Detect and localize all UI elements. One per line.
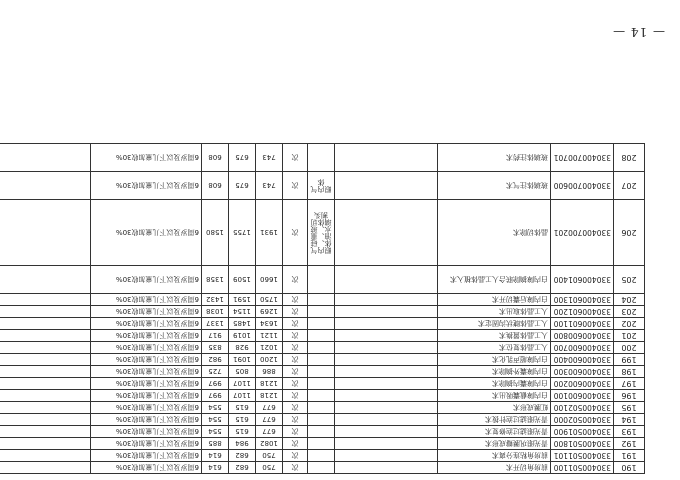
pricing-unit: 次 — [283, 144, 308, 172]
price-table — [0, 143, 645, 474]
pricing-unit: 次 — [283, 438, 308, 450]
price-level-3: 608 — [202, 172, 229, 200]
price-level-3: 554 — [202, 402, 229, 414]
pricing-unit: 次 — [283, 402, 308, 414]
price-level-3: 1580 — [202, 200, 229, 266]
excluded-items — [308, 266, 335, 294]
item-name: 白内障囊内摘除术 — [438, 378, 551, 390]
row-number: 199 — [614, 354, 645, 366]
blank-cell — [0, 200, 91, 266]
price-level-1: 1200 — [256, 354, 283, 366]
price-level-1: 743 — [256, 172, 283, 200]
item-code: 330400600200 — [551, 378, 614, 390]
item-content — [335, 414, 438, 426]
blank-cell — [0, 402, 91, 414]
price-level-1: 1931 — [256, 200, 283, 266]
row-number: 196 — [614, 390, 645, 402]
item-name: 虹膜成形术 — [438, 402, 551, 414]
row-number: 197 — [614, 378, 645, 390]
item-content — [335, 294, 438, 306]
pricing-unit: 次 — [283, 330, 308, 342]
price-level-1: 750 — [256, 462, 283, 474]
item-name: 人工晶体取出术 — [438, 306, 551, 318]
excluded-items — [308, 306, 335, 318]
excluded-items — [308, 378, 335, 390]
item-code: 330400700600 — [551, 172, 614, 200]
row-number: 190 — [614, 462, 645, 474]
pricing-unit: 次 — [283, 450, 308, 462]
blank-cell — [0, 306, 91, 318]
price-level-3: 554 — [202, 426, 229, 438]
row-number: 207 — [614, 172, 645, 200]
price-level-3: 917 — [202, 330, 229, 342]
price-level-3: 614 — [202, 462, 229, 474]
row-number: 194 — [614, 414, 645, 426]
excluded-items — [308, 450, 335, 462]
item-code: 330400600400 — [551, 354, 614, 366]
item-code: 330400600300 — [551, 366, 614, 378]
price-level-2: 1107 — [229, 390, 256, 402]
item-code: 330400700701 — [551, 144, 614, 172]
excluded-items — [308, 366, 335, 378]
blank-cell — [0, 426, 91, 438]
item-code: 330400502100 — [551, 402, 614, 414]
pricing-unit: 次 — [283, 342, 308, 354]
table-row — [0, 366, 645, 378]
price-level-1: 750 — [256, 450, 283, 462]
remarks: 6周岁及以下儿童加收30% — [91, 438, 202, 450]
pricing-unit: 次 — [283, 200, 308, 266]
table-row — [0, 306, 645, 318]
table-row — [0, 402, 645, 414]
item-code: 330400700201 — [551, 200, 614, 266]
price-level-1: 677 — [256, 402, 283, 414]
item-code: 330400600700 — [551, 342, 614, 354]
page-number: — 14 — — [612, 25, 665, 39]
excluded-items — [308, 462, 335, 474]
item-content — [335, 366, 438, 378]
blank-cell — [0, 172, 91, 200]
pricing-unit: 次 — [283, 462, 308, 474]
price-level-2: 682 — [229, 462, 256, 474]
excluded-items: 眼内气体 — [308, 172, 335, 200]
price-level-1: 743 — [256, 144, 283, 172]
item-name: 人工晶体置换术 — [438, 330, 551, 342]
price-level-1: 1269 — [256, 306, 283, 318]
price-level-3: 997 — [202, 378, 229, 390]
blank-cell — [0, 450, 91, 462]
item-code: 330400600800 — [551, 330, 614, 342]
item-name: 青光眼滤过泡修复术 — [438, 426, 551, 438]
excluded-items — [308, 426, 335, 438]
price-level-1: 1634 — [256, 318, 283, 330]
pricing-unit: 次 — [283, 318, 308, 330]
pricing-unit: 次 — [283, 378, 308, 390]
price-level-2: 675 — [229, 172, 256, 200]
item-name: 白内障后囊切开术 — [438, 294, 551, 306]
blank-cell — [0, 330, 91, 342]
pricing-unit: 次 — [283, 266, 308, 294]
item-name: 白内障摘除联合人工晶体植入术 — [438, 266, 551, 294]
row-number: 203 — [614, 306, 645, 318]
remarks: 6周岁及以下儿童加收30% — [91, 414, 202, 426]
price-level-2: 1154 — [229, 306, 256, 318]
table-row — [0, 342, 645, 354]
item-name: 晶体切除术 — [438, 200, 551, 266]
price-level-3: 725 — [202, 366, 229, 378]
price-level-1: 1121 — [256, 330, 283, 342]
pricing-unit: 次 — [283, 172, 308, 200]
row-number: 193 — [614, 426, 645, 438]
price-level-2: 1091 — [229, 354, 256, 366]
remarks: 6周岁及以下儿童加收30% — [91, 462, 202, 474]
item-content — [335, 342, 438, 354]
price-level-1: 1750 — [256, 294, 283, 306]
item-content — [335, 306, 438, 318]
price-level-3: 835 — [202, 342, 229, 354]
row-number: 195 — [614, 402, 645, 414]
item-name: 玻璃体注药术 — [438, 144, 551, 172]
item-code: 330400501100 — [551, 462, 614, 474]
price-level-2: 675 — [229, 144, 256, 172]
excluded-items — [308, 342, 335, 354]
price-level-2: 1591 — [229, 294, 256, 306]
item-content — [335, 438, 438, 450]
table-row — [0, 354, 645, 366]
price-level-1: 677 — [256, 414, 283, 426]
excluded-items: 眼内气体、硅油、重水、玻璃体切割头 — [308, 200, 335, 266]
price-level-3: 1432 — [202, 294, 229, 306]
price-level-2: 984 — [229, 438, 256, 450]
price-level-3: 1337 — [202, 318, 229, 330]
blank-cell — [0, 438, 91, 450]
item-code: 330400601100 — [551, 318, 614, 330]
remarks: 6周岁及以下儿童加收30% — [91, 450, 202, 462]
remarks: 6周岁及以下儿童加收30% — [91, 306, 202, 318]
excluded-items — [308, 144, 335, 172]
price-level-3: 1038 — [202, 306, 229, 318]
price-level-2: 615 — [229, 402, 256, 414]
pricing-unit: 次 — [283, 390, 308, 402]
row-number: 206 — [614, 200, 645, 266]
price-level-3: 997 — [202, 390, 229, 402]
table-row — [0, 144, 645, 172]
pricing-unit: 次 — [283, 366, 308, 378]
price-level-2: 1019 — [229, 330, 256, 342]
remarks: 6周岁及以下儿童加收30% — [91, 266, 202, 294]
excluded-items — [308, 294, 335, 306]
price-level-3: 982 — [202, 354, 229, 366]
blank-cell — [0, 354, 91, 366]
price-level-1: 677 — [256, 426, 283, 438]
pricing-unit: 次 — [283, 294, 308, 306]
item-name: 人工晶体睫状沟固定术 — [438, 318, 551, 330]
table-row — [0, 318, 645, 330]
pricing-unit: 次 — [283, 306, 308, 318]
table-row — [0, 390, 645, 402]
row-number: 201 — [614, 330, 645, 342]
table-row — [0, 294, 645, 306]
remarks: 6周岁及以下儿童加收30% — [91, 342, 202, 354]
price-level-2: 1755 — [229, 200, 256, 266]
table-row — [0, 330, 645, 342]
price-level-2: 682 — [229, 450, 256, 462]
excluded-items — [308, 318, 335, 330]
table-row — [0, 450, 645, 462]
table-row — [0, 266, 645, 294]
blank-cell — [0, 414, 91, 426]
excluded-items — [308, 402, 335, 414]
remarks: 6周岁及以下儿童加收30% — [91, 402, 202, 414]
price-level-1: 1218 — [256, 378, 283, 390]
item-content — [335, 426, 438, 438]
item-code: 330400600100 — [551, 390, 614, 402]
price-level-3: 608 — [202, 144, 229, 172]
remarks: 6周岁及以下儿童加收30% — [91, 378, 202, 390]
price-level-1: 886 — [256, 366, 283, 378]
blank-cell — [0, 342, 91, 354]
price-level-3: 614 — [202, 450, 229, 462]
price-level-2: 615 — [229, 426, 256, 438]
pricing-unit: 次 — [283, 426, 308, 438]
item-code: 330400502000 — [551, 414, 614, 426]
item-content — [335, 402, 438, 414]
row-number: 191 — [614, 450, 645, 462]
item-code: 330400601200 — [551, 306, 614, 318]
excluded-items — [308, 438, 335, 450]
row-number: 200 — [614, 342, 645, 354]
row-number: 198 — [614, 366, 645, 378]
item-name: 玻璃体注气术 — [438, 172, 551, 200]
item-name: 前房角切开术 — [438, 462, 551, 474]
table-row — [0, 426, 645, 438]
remarks: 6周岁及以下儿童加收30% — [91, 172, 202, 200]
remarks: 6周岁及以下儿童加收30% — [91, 366, 202, 378]
table-row — [0, 200, 645, 266]
row-number: 192 — [614, 438, 645, 450]
price-level-2: 615 — [229, 414, 256, 426]
blank-cell — [0, 390, 91, 402]
blank-cell — [0, 144, 91, 172]
item-code: 330400601300 — [551, 294, 614, 306]
blank-cell — [0, 266, 91, 294]
remarks: 6周岁及以下儿童加收30% — [91, 426, 202, 438]
item-name: 白内障超声乳化术 — [438, 354, 551, 366]
row-number: 208 — [614, 144, 645, 172]
remarks: 6周岁及以下儿童加收30% — [91, 354, 202, 366]
excluded-items — [308, 330, 335, 342]
price-level-1: 1021 — [256, 342, 283, 354]
item-code: 330400601400 — [551, 266, 614, 294]
price-level-3: 1358 — [202, 266, 229, 294]
item-content — [335, 144, 438, 172]
item-content — [335, 318, 438, 330]
item-content — [335, 378, 438, 390]
excluded-items — [308, 414, 335, 426]
remarks: 6周岁及以下儿童加收30% — [91, 390, 202, 402]
blank-cell — [0, 294, 91, 306]
table-row — [0, 378, 645, 390]
item-name: 青光眼滤过泡针拨术 — [438, 414, 551, 426]
table-row — [0, 172, 645, 200]
price-level-2: 1485 — [229, 318, 256, 330]
remarks: 6周岁及以下儿童加收30% — [91, 330, 202, 342]
item-name: 白内障截囊吸出术 — [438, 390, 551, 402]
item-content — [335, 390, 438, 402]
item-content — [335, 266, 438, 294]
row-number: 202 — [614, 318, 645, 330]
row-number: 205 — [614, 266, 645, 294]
remarks: 6周岁及以下儿童加收30% — [91, 318, 202, 330]
price-level-2: 1107 — [229, 378, 256, 390]
price-level-1: 1218 — [256, 390, 283, 402]
item-content — [335, 330, 438, 342]
price-table-body — [0, 144, 645, 474]
blank-cell — [0, 378, 91, 390]
price-level-2: 1509 — [229, 266, 256, 294]
price-level-1: 1660 — [256, 266, 283, 294]
item-code: 330400501900 — [551, 426, 614, 438]
remarks: 6周岁及以下儿童加收30% — [91, 144, 202, 172]
remarks: 6周岁及以下儿童加收30% — [91, 294, 202, 306]
item-name: 前房角粘连分离术 — [438, 450, 551, 462]
blank-cell — [0, 318, 91, 330]
item-code: 330400501800 — [551, 438, 614, 450]
item-code: 330400501101 — [551, 450, 614, 462]
table-row — [0, 462, 645, 474]
item-content — [335, 354, 438, 366]
item-name: 人工晶体复位术 — [438, 342, 551, 354]
blank-cell — [0, 462, 91, 474]
price-level-3: 554 — [202, 414, 229, 426]
item-name: 青光眼巩膜瓣成形术 — [438, 438, 551, 450]
remarks: 6周岁及以下儿童加收30% — [91, 200, 202, 266]
item-content — [335, 462, 438, 474]
price-level-2: 805 — [229, 366, 256, 378]
price-level-3: 885 — [202, 438, 229, 450]
blank-cell — [0, 366, 91, 378]
item-name: 白内障囊外摘除术 — [438, 366, 551, 378]
item-content — [335, 172, 438, 200]
excluded-items — [308, 390, 335, 402]
table-row — [0, 414, 645, 426]
price-level-1: 1082 — [256, 438, 283, 450]
pricing-unit: 次 — [283, 414, 308, 426]
item-content — [335, 200, 438, 266]
row-number: 204 — [614, 294, 645, 306]
item-content — [335, 450, 438, 462]
pricing-unit: 次 — [283, 354, 308, 366]
price-level-2: 928 — [229, 342, 256, 354]
excluded-items — [308, 354, 335, 366]
table-row — [0, 438, 645, 450]
